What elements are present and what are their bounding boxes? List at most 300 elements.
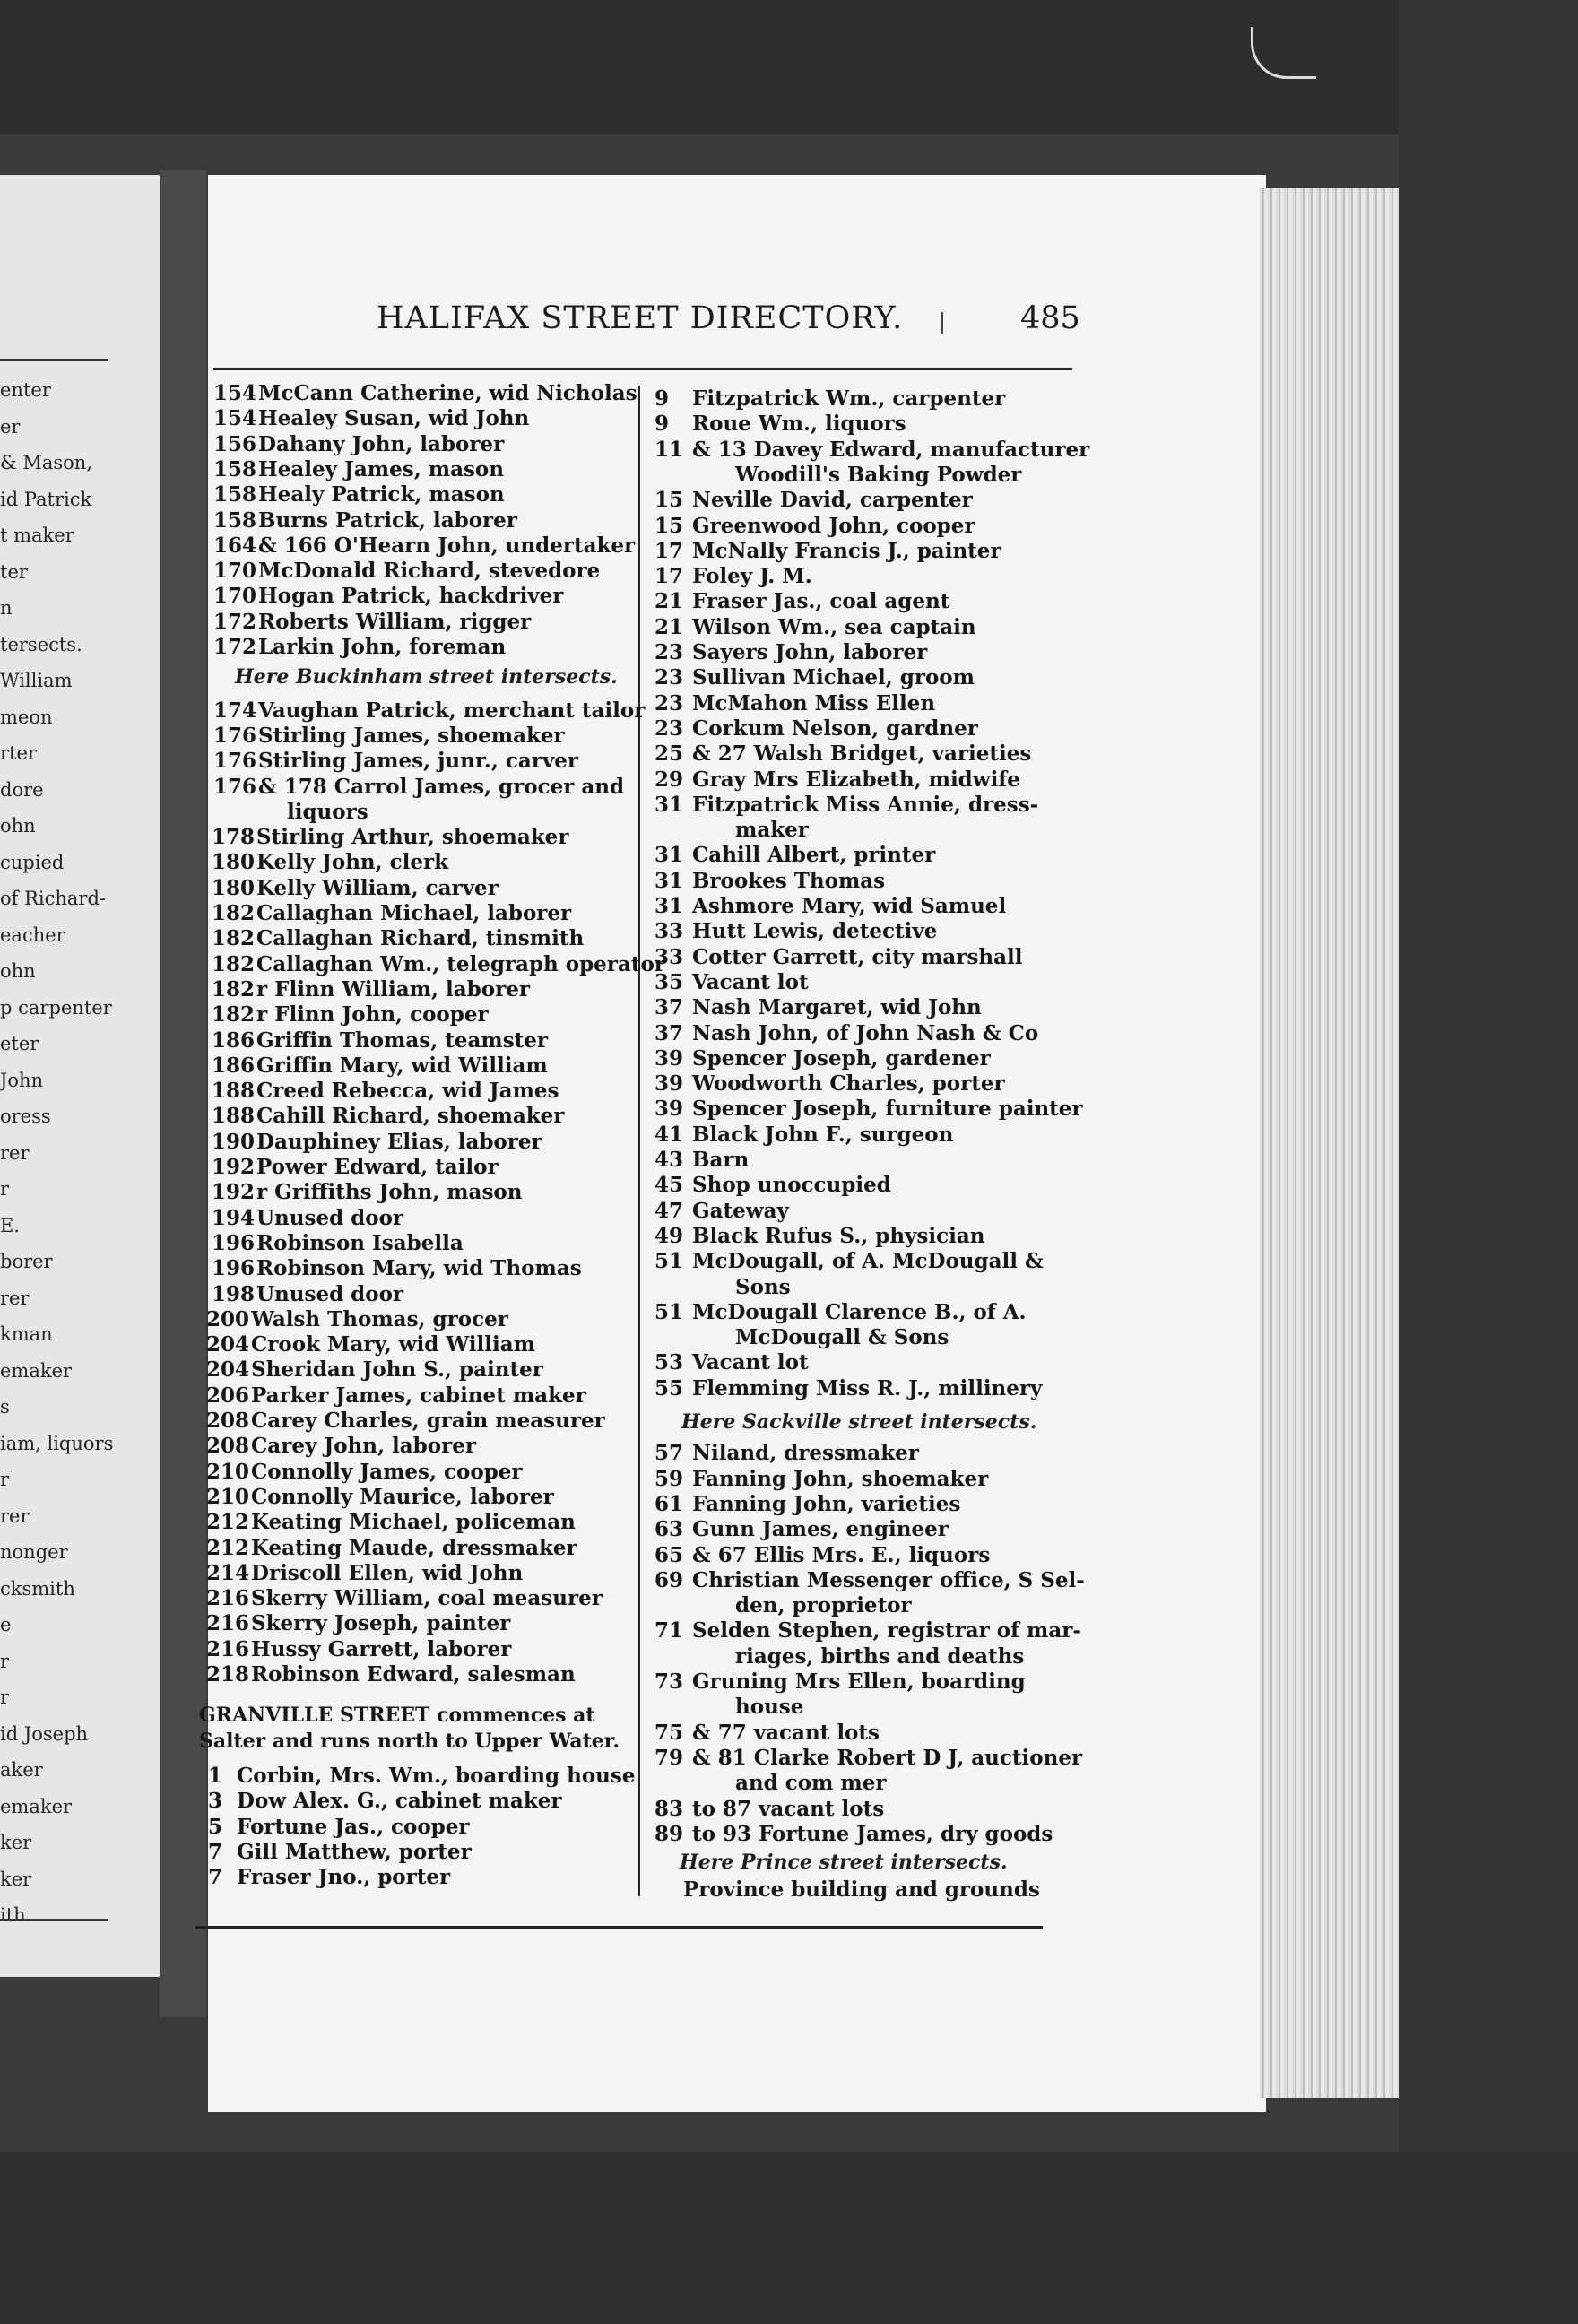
- directory-entry: [212, 1129, 542, 1154]
- directory-entry: [655, 513, 975, 538]
- entry-continuation: riages, births and deaths: [735, 1643, 1025, 1669]
- directory-entry: [655, 538, 1001, 563]
- facing-page-fragment: tersects.: [0, 633, 82, 655]
- entry-text: Fraser Jas., coal agent: [692, 589, 950, 614]
- directory-entry: [655, 667, 975, 688]
- entry-text: Callaghan Wm., telegraph operator: [256, 951, 665, 976]
- entry-number: 31: [655, 792, 684, 817]
- directory-entry: [655, 794, 1038, 815]
- entry-number: 7: [208, 1839, 223, 1864]
- facing-page-fragment: eacher: [0, 924, 65, 946]
- entry-number: 31: [655, 843, 684, 868]
- facing-page-fragment: aker: [0, 1759, 43, 1781]
- facing-page-fragment: r: [0, 1687, 10, 1708]
- entry-text: Griffin Thomas, teamster: [256, 1028, 549, 1053]
- entry-number: 65: [655, 1542, 684, 1567]
- facing-page-fragment: er: [0, 415, 21, 438]
- entry-text: & 27 Walsh Bridget, varieties: [692, 741, 1032, 767]
- entry-text: Gateway: [692, 1198, 789, 1223]
- directory-entry: [655, 868, 886, 893]
- entry-number: 176: [213, 774, 257, 799]
- entry-number: 49: [655, 1223, 684, 1248]
- entry-text: Spencer Joseph, gardener: [692, 1045, 991, 1071]
- entry-number: 21: [655, 614, 684, 639]
- directory-entry: [655, 896, 1006, 916]
- facing-page-fragment: r: [0, 1469, 10, 1490]
- facing-page-fragment: e: [0, 1614, 12, 1635]
- entry-number: 63: [655, 1517, 684, 1542]
- entry-text: Hutt Lewis, detective: [692, 919, 938, 944]
- directory-entry: [655, 997, 982, 1018]
- entry-number: 11: [655, 437, 684, 462]
- entry-text: Black John F., surgeon: [692, 1122, 954, 1147]
- entry-text: Corkum Nelson, gardner: [692, 715, 978, 741]
- entry-text: & 77 vacant lots: [692, 1720, 880, 1745]
- entry-text: Stirling James, shoemaker: [258, 723, 565, 748]
- facing-page-fragment: ith: [0, 1904, 26, 1926]
- section-footer: Province building and grounds: [683, 1877, 1040, 1903]
- entry-text: Selden Stephen, registrar of mar-: [692, 1618, 1081, 1643]
- entry-text: Healey James, mason: [258, 456, 504, 481]
- entry-text: Driscoll Ellen, wid John: [251, 1560, 524, 1585]
- entry-text: Robinson Edward, salesman: [251, 1662, 576, 1687]
- directory-entry: [655, 741, 1032, 767]
- entry-continuation: Woodill's Baking Powder: [735, 462, 1022, 487]
- entry-text: r Flinn William, laborer: [256, 976, 530, 1002]
- entry-text: to 93 Fortune James, dry goods: [692, 1821, 1053, 1846]
- entry-number: 15: [655, 513, 684, 538]
- entry-text: Robinson Isabella: [256, 1230, 464, 1255]
- entry-text: Skerry Joseph, painter: [251, 1611, 511, 1636]
- entry-number: 47: [655, 1198, 684, 1223]
- directory-entry: [655, 642, 927, 663]
- entry-number: 23: [655, 690, 684, 715]
- directory-entry: [206, 1588, 603, 1609]
- entry-number: 198: [212, 1281, 256, 1306]
- directory-entry: [212, 1157, 499, 1177]
- entry-number: 53: [655, 1350, 684, 1375]
- facing-page-fragment: p carpenter: [0, 996, 112, 1019]
- street-heading-text: Salter and runs north to Upper Water.: [199, 1729, 620, 1753]
- entry-text: Sullivan Michael, groom: [692, 665, 975, 690]
- directory-entry: [655, 564, 812, 589]
- entry-text: Kelly John, clerk: [256, 850, 449, 875]
- directory-entry: [655, 1796, 885, 1821]
- entry-text: Carey Charles, grain measurer: [251, 1409, 605, 1433]
- directory-entry: [206, 1461, 523, 1482]
- facing-page-rule: [0, 1919, 108, 1921]
- directory-entry: [655, 388, 1005, 409]
- entry-number: 182: [212, 1002, 256, 1028]
- directory-entry: [212, 1055, 548, 1076]
- directory-entry: [213, 431, 505, 456]
- entry-number: 89: [655, 1821, 684, 1846]
- entry-text: Brookes Thomas: [692, 868, 886, 893]
- entry-text: Carey John, laborer: [251, 1434, 476, 1459]
- entry-text: Kelly William, carver: [256, 875, 499, 900]
- entry-text: Fanning John, varieties: [692, 1491, 961, 1516]
- directory-entry: [206, 1510, 576, 1535]
- directory-entry: [655, 1045, 991, 1071]
- entry-number: 73: [655, 1669, 684, 1694]
- facing-page-fragment: ker: [0, 1868, 32, 1890]
- facing-page-fragment: meon: [0, 706, 53, 728]
- facing-page-fragment: s: [0, 1396, 10, 1418]
- entry-number: 59: [655, 1466, 684, 1491]
- directory-entry: [206, 1306, 508, 1331]
- entry-text: Hogan Patrick, hackdriver: [258, 584, 564, 609]
- facing-page-fragment: id Patrick: [0, 488, 92, 510]
- facing-page-fragment: William: [0, 670, 73, 691]
- facing-page-fragment: r: [0, 1650, 10, 1672]
- entry-text: Cahill Richard, shoemaker: [256, 1104, 565, 1129]
- entry-number: 172: [213, 609, 257, 634]
- entry-text: r Griffiths John, mason: [256, 1180, 523, 1205]
- entry-number: 200: [206, 1306, 250, 1331]
- section-note: Here Prince street intersects.: [680, 1851, 1008, 1875]
- entry-number: 9: [655, 386, 670, 411]
- entry-text: r Flinn John, cooper: [256, 1002, 489, 1028]
- directory-entry: [213, 408, 529, 429]
- entry-number: 212: [206, 1510, 250, 1535]
- directory-entry: [655, 1620, 1081, 1641]
- directory-entry: [213, 776, 624, 797]
- entry-text: Ashmore Mary, wid Samuel: [692, 894, 1007, 918]
- entry-number: 208: [206, 1409, 250, 1433]
- entry-text: McMahon Miss Ellen: [692, 690, 936, 715]
- section-note: Here Buckinham street intersects.: [235, 665, 618, 689]
- entry-number: 79: [655, 1745, 684, 1770]
- entry-text: Fanning John, shoemaker: [692, 1466, 989, 1491]
- directory-entry: [655, 1466, 989, 1491]
- entry-text: Vacant lot: [692, 969, 809, 994]
- entry-text: Connolly Maurice, laborer: [251, 1484, 554, 1509]
- facing-page-fragment: oress: [0, 1106, 51, 1127]
- entry-continuation: house: [735, 1695, 804, 1720]
- entry-text: Spencer Joseph, furniture painter: [692, 1097, 1083, 1122]
- entry-text: Unused door: [256, 1281, 404, 1306]
- facing-page-fragment: E.: [0, 1214, 21, 1236]
- entry-text: McDougall, of A. McDougall &: [692, 1249, 1044, 1274]
- facing-page-fragment: rter: [0, 742, 37, 764]
- directory-entry: [655, 412, 906, 437]
- street-heading: [199, 1704, 595, 1727]
- entry-number: 170: [213, 584, 257, 609]
- entry-text: Christian Messenger office, S Sel-: [692, 1567, 1085, 1592]
- directory-entry: [206, 1434, 476, 1459]
- directory-entry: [655, 1491, 961, 1516]
- directory-entry: [206, 1334, 535, 1355]
- entry-text: Skerry William, coal measurer: [251, 1586, 603, 1611]
- entry-text: Sheridan John S., painter: [251, 1357, 543, 1383]
- facing-page-fragment: r: [0, 1178, 10, 1200]
- facing-page-fragment: id Joseph: [0, 1722, 89, 1745]
- directory-entry: [655, 1542, 991, 1567]
- street-name: GRANVILLE STREET: [199, 1704, 430, 1728]
- directory-entry: [655, 1517, 949, 1542]
- facing-page-fragment: enter: [0, 379, 51, 401]
- entry-number: 21: [655, 589, 684, 614]
- page-edges: [1260, 188, 1399, 2098]
- entry-number: 23: [655, 715, 684, 741]
- facing-page-fragment: ter: [0, 560, 28, 583]
- directory-entry: [213, 535, 635, 556]
- entry-text: Gray Mrs Elizabeth, midwife: [692, 767, 1020, 792]
- entry-text: Cotter Garrett, city marshall: [692, 944, 1023, 969]
- entry-text: Fraser Jno., porter: [237, 1865, 451, 1890]
- entry-number: 33: [655, 944, 684, 969]
- entry-text: Nash John, of John Nash & Co: [692, 1020, 1039, 1045]
- directory-entry: [655, 1198, 789, 1223]
- directory-entry: [212, 903, 571, 924]
- entry-number: 192: [212, 1155, 256, 1179]
- directory-entry: [206, 1560, 524, 1585]
- entry-number: 75: [655, 1720, 684, 1745]
- directory-entry: [213, 584, 564, 609]
- directory-entry: [212, 1258, 582, 1279]
- facing-page-fragment: emaker: [0, 1795, 73, 1817]
- directory-entry: [208, 1789, 562, 1814]
- entry-number: 188: [212, 1079, 256, 1104]
- directory-entry: [206, 1613, 510, 1634]
- directory-entry: [655, 1671, 1026, 1692]
- entry-text: Nash Margaret, wid John: [692, 995, 982, 1020]
- entry-number: 31: [655, 868, 684, 893]
- entry-number: 7: [208, 1865, 223, 1890]
- directory-entry: [213, 637, 506, 657]
- entry-text: Keating Maude, dressmaker: [251, 1535, 577, 1560]
- entry-text: Creed Rebecca, wid James: [256, 1079, 559, 1104]
- facing-page-fragment: rer: [0, 1141, 30, 1164]
- entry-number: 196: [212, 1256, 256, 1281]
- entry-text: Gill Matthew, porter: [237, 1839, 472, 1864]
- header-rule: [213, 368, 1072, 370]
- entry-text: Healy Patrick, mason: [258, 482, 505, 507]
- entry-number: 158: [213, 507, 257, 533]
- directory-entry: [206, 1535, 577, 1560]
- entry-number: 39: [655, 1097, 684, 1122]
- entry-text: Wilson Wm., sea captain: [692, 614, 976, 639]
- entry-number: 182: [212, 926, 256, 951]
- entry-number: 17: [655, 564, 684, 589]
- directory-entry: [213, 484, 505, 505]
- directory-entry: [655, 843, 936, 868]
- entry-text: Gruning Mrs Ellen, boarding: [692, 1669, 1026, 1694]
- directory-entry: [655, 1722, 880, 1743]
- entry-text: Fitzpatrick Wm., carpenter: [692, 386, 1006, 411]
- entry-number: 218: [206, 1662, 250, 1687]
- directory-entry: [213, 383, 637, 403]
- facing-page-fragment: John: [0, 1069, 44, 1091]
- entry-number: 192: [212, 1180, 256, 1205]
- facing-page-fragment: rer: [0, 1505, 30, 1527]
- entry-text: Healey Susan, wid John: [258, 406, 530, 431]
- page-title: HALIFAX STREET DIRECTORY.: [377, 300, 904, 336]
- scan-background-bottom: [0, 2152, 1578, 2324]
- entry-number: 83: [655, 1796, 684, 1821]
- entry-number: 61: [655, 1491, 684, 1516]
- entry-number: 188: [212, 1104, 256, 1129]
- directory-entry: [206, 1357, 543, 1383]
- facing-page-rule: [0, 359, 108, 361]
- entry-text: Stirling James, junr., carver: [258, 749, 579, 774]
- entry-text: Connolly James, cooper: [251, 1459, 523, 1484]
- directory-entry: [206, 1484, 554, 1509]
- entry-text: McDonald Richard, stevedore: [258, 559, 601, 584]
- header-mark: [941, 312, 943, 334]
- entry-number: 186: [212, 1028, 256, 1053]
- directory-entry: [208, 1814, 470, 1839]
- entry-number: 216: [206, 1586, 250, 1611]
- directory-entry: [655, 1071, 1005, 1097]
- directory-entry: [655, 1352, 809, 1373]
- entry-number: 208: [206, 1434, 250, 1459]
- entry-text: Dauphiney Elias, laborer: [256, 1129, 542, 1154]
- directory-entry: [655, 769, 1020, 790]
- entry-text: Niland, dressmaker: [692, 1441, 919, 1466]
- entry-number: 37: [655, 995, 684, 1020]
- directory-entry: [212, 928, 584, 949]
- entry-text: Callaghan Richard, tinsmith: [256, 926, 585, 951]
- footer-rule: [195, 1926, 1043, 1929]
- entry-number: 210: [206, 1484, 250, 1509]
- entry-number: 158: [213, 482, 257, 507]
- directory-entry: [655, 1223, 985, 1248]
- entry-text: Black Rufus S., physician: [692, 1223, 985, 1248]
- entry-text: Roue Wm., liquors: [692, 412, 906, 437]
- entry-text: Vaughan Patrick, merchant tailor: [258, 698, 646, 723]
- entry-number: 23: [655, 665, 684, 690]
- entry-number: 23: [655, 640, 684, 664]
- entry-number: 69: [655, 1567, 684, 1592]
- entry-number: 39: [655, 1045, 684, 1071]
- entry-number: 206: [206, 1383, 250, 1408]
- entry-text: Greenwood John, cooper: [692, 513, 975, 538]
- directory-entry: [213, 611, 531, 632]
- scan-background-top: [0, 0, 1578, 134]
- directory-entry: [655, 488, 973, 513]
- facing-page-fragment: dore: [0, 778, 44, 801]
- facing-page-fragment: n: [0, 597, 13, 619]
- entry-continuation: liquors: [287, 799, 368, 824]
- entry-number: 158: [213, 456, 257, 481]
- entry-text: Dow Alex. G., cabinet maker: [237, 1789, 562, 1814]
- entry-number: 186: [212, 1053, 256, 1078]
- entry-number: 216: [206, 1611, 250, 1636]
- directory-entry: [212, 1079, 559, 1104]
- entry-text: Vacant lot: [692, 1350, 809, 1375]
- entry-number: 39: [655, 1071, 684, 1097]
- directory-entry: [655, 1097, 1083, 1122]
- page-number: 485: [1020, 300, 1080, 336]
- entry-text: Neville David, carpenter: [692, 488, 973, 513]
- directory-entry: [655, 1249, 1044, 1274]
- entry-text: McDougall Clarence B., of A.: [692, 1299, 1027, 1324]
- entry-text: Crook Mary, wid William: [251, 1332, 535, 1357]
- entry-text: & 13 Davey Edward, manufacturer: [692, 437, 1090, 462]
- directory-entry: [206, 1410, 605, 1431]
- entry-number: 170: [213, 559, 257, 584]
- directory-entry: [206, 1385, 586, 1406]
- entry-text: Fortune Jas., cooper: [237, 1814, 470, 1839]
- entry-text: Burns Patrick, laborer: [258, 507, 517, 533]
- facing-page-fragment: & Mason,: [0, 452, 93, 473]
- entry-continuation: McDougall & Sons: [735, 1325, 949, 1350]
- directory-entry: [212, 1180, 523, 1205]
- scan-background-right: [1399, 0, 1578, 2324]
- directory-entry: [212, 951, 665, 976]
- entry-number: 204: [206, 1357, 250, 1383]
- entry-number: 190: [212, 1129, 256, 1154]
- entry-number: 37: [655, 1020, 684, 1045]
- entry-text: Griffin Mary, wid William: [256, 1053, 548, 1078]
- entry-number: 41: [655, 1122, 684, 1147]
- entry-continuation: maker: [735, 818, 809, 843]
- entry-continuation: and com mer: [735, 1771, 887, 1796]
- entry-number: 1: [208, 1763, 223, 1788]
- entry-text: Fitzpatrick Miss Annie, dress-: [692, 792, 1039, 817]
- entry-number: 156: [213, 431, 257, 456]
- facing-page-fragment: t maker: [0, 525, 74, 546]
- entry-number: 182: [212, 976, 256, 1002]
- entry-text: & 67 Ellis Mrs. E., liquors: [692, 1542, 991, 1567]
- facing-page-fragment: ohn: [0, 815, 36, 837]
- facing-page-fragment: rer: [0, 1287, 30, 1309]
- directory-entry: [212, 1230, 464, 1255]
- directory-entry: [212, 1002, 489, 1028]
- directory-entry: [655, 1375, 1043, 1400]
- facing-page-fragment: borer: [0, 1251, 53, 1272]
- directory-entry: [655, 1173, 891, 1198]
- directory-entry: [212, 850, 449, 875]
- entry-text: Stirling Arthur, shoemaker: [256, 825, 569, 850]
- entry-continuation: Sons: [735, 1274, 791, 1299]
- entry-text: Walsh Thomas, grocer: [251, 1306, 508, 1331]
- entry-text: Parker James, cabinet maker: [251, 1383, 586, 1408]
- entry-text: Hussy Garrett, laborer: [251, 1636, 512, 1661]
- entry-text: Woodworth Charles, porter: [692, 1071, 1005, 1097]
- entry-text: & 166 O'Hearn John, undertaker: [258, 533, 636, 558]
- entry-number: 214: [206, 1560, 250, 1585]
- directory-entry: [655, 690, 936, 715]
- directory-entry: [208, 1865, 451, 1890]
- directory-entry: [655, 1149, 749, 1170]
- entry-text: Corbin, Mrs. Wm., boarding house: [237, 1763, 636, 1788]
- directory-entry: [212, 875, 499, 900]
- column-divider: [638, 386, 640, 1896]
- directory-entry: [212, 825, 569, 850]
- directory-entry: [655, 944, 1023, 969]
- entry-number: 176: [213, 749, 257, 774]
- directory-entry: [212, 1281, 404, 1306]
- entry-text: Robinson Mary, wid Thomas: [256, 1256, 582, 1281]
- entry-text: Foley J. M.: [692, 564, 812, 589]
- entry-number: 5: [208, 1814, 223, 1839]
- directory-entry: [655, 1020, 1039, 1045]
- entry-number: 35: [655, 969, 684, 994]
- entry-number: 29: [655, 767, 684, 792]
- entry-text: Keating Michael, policeman: [251, 1510, 576, 1535]
- directory-entry: [655, 1124, 953, 1145]
- entry-number: 51: [655, 1249, 684, 1274]
- directory-entry: [213, 456, 504, 481]
- entry-text: Unused door: [256, 1205, 404, 1230]
- entry-number: 164: [213, 533, 257, 558]
- section-note: Here Sackville street intersects.: [681, 1410, 1037, 1434]
- entry-number: 182: [212, 901, 256, 925]
- entry-number: 194: [212, 1205, 256, 1230]
- entry-number: 43: [655, 1148, 684, 1172]
